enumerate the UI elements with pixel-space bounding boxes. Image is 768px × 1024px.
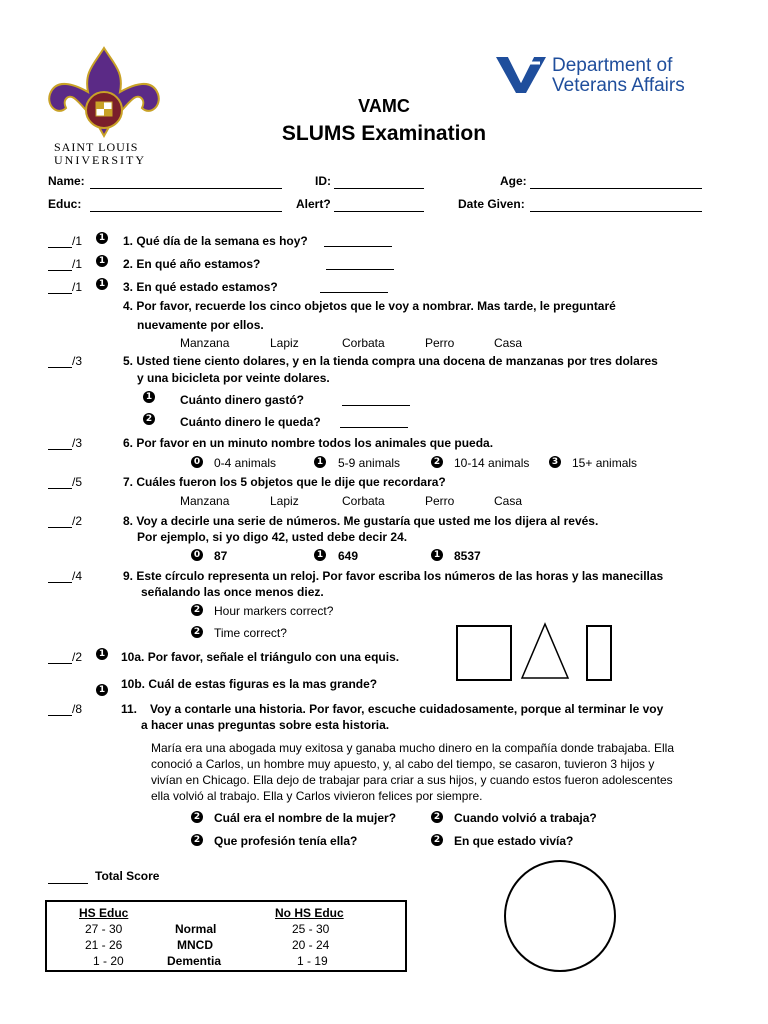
point-2-icon: 2 (143, 413, 155, 425)
point-2-icon: 2 (431, 811, 443, 823)
point-2-icon: 2 (191, 604, 203, 616)
score-q5[interactable]: /3 (48, 354, 82, 368)
table-row-label: MNCD (177, 938, 213, 952)
score-q3[interactable]: /1 (48, 280, 82, 294)
point-1-icon: 1 (431, 549, 443, 561)
triangle-shape[interactable] (520, 622, 570, 680)
alert-field[interactable] (334, 197, 424, 212)
answer-q5b[interactable] (340, 415, 408, 428)
table-cell: 27 - 30 (85, 922, 123, 936)
name-label: Name: (48, 174, 85, 188)
educ-field[interactable] (90, 197, 282, 212)
score-q1[interactable]: /1 (48, 234, 82, 248)
point-1-icon: 1 (96, 684, 108, 696)
page-title: VAMC (358, 96, 410, 116)
story-line: conoció a Carlos, un hombre muy apuesto, y, al cabo del tiempo, se casaron, tuvieron 3 hijos y (151, 757, 655, 771)
q5-a: Cuánto dinero gastó? (180, 393, 304, 407)
story-line: ella volvió al trabajo. Ella y Carlos vivieron felices por siempre. (151, 789, 483, 803)
q7-object: Lapiz (270, 494, 299, 508)
point-1-icon: 1 (143, 391, 155, 403)
question-10a: 10a. Por favor, señale el triángulo con una equis. (121, 650, 400, 664)
q4-object: Corbata (342, 336, 385, 350)
q7-object: Perro (425, 494, 455, 508)
point-1-icon: 1 (314, 456, 326, 468)
q7-object: Corbata (342, 494, 385, 508)
table-cell: 1 - 20 (93, 954, 124, 968)
q4-object: Perro (425, 336, 455, 350)
score-q7[interactable]: /5 (48, 475, 82, 489)
q9-a: Hour markers correct? (214, 604, 334, 618)
name-field[interactable] (90, 174, 282, 189)
q8-option: 649 (338, 549, 359, 563)
date-label: Date Given: (458, 197, 525, 211)
point-1-icon: 1 (96, 232, 108, 244)
point-1-icon: 1 (96, 648, 108, 660)
point-3-icon: 3 (549, 456, 561, 468)
total-score-label: Total Score (95, 869, 160, 883)
q9-b: Time correct? (214, 626, 287, 640)
answer-q1[interactable] (324, 234, 392, 247)
slu-name-top: SAINT LOUIS (54, 140, 139, 154)
q4-object: Manzana (180, 336, 230, 350)
q11-d: En que estado vivía? (454, 834, 574, 848)
q11-a: Cuál era el nombre de la mujer? (214, 811, 397, 825)
score-q2[interactable]: /1 (48, 257, 82, 271)
slu-name-bottom: UNIVERSITY (54, 153, 146, 167)
question-1: 1. Qué día de la semana es hoy? (123, 234, 308, 248)
point-0-icon: 0 (191, 456, 203, 468)
story-line: vivían en Chicago. Ella dejo de trabajar para criar a sus hijos, y cuando estos fueron adolescentes (151, 773, 673, 787)
q6-option: 5-9 animals (338, 456, 401, 470)
point-1-icon: 1 (314, 549, 326, 561)
table-header-nohs: No HS Educ (275, 906, 344, 920)
question-11-line2: a hacer unas preguntas sobre esta historia. (141, 718, 390, 732)
q7-object: Manzana (180, 494, 230, 508)
question-11-number: 11. (121, 702, 138, 716)
va-line2: Veterans Affairs (552, 75, 685, 96)
id-field[interactable] (334, 174, 424, 189)
q6-option: 0-4 animals (214, 456, 277, 470)
table-cell: 25 - 30 (292, 922, 330, 936)
story-line: María era una abogada muy exitosa y ganaba mucho dinero en la compañía donde trabajaba. Ella (151, 741, 675, 755)
educ-label: Educ: (48, 197, 82, 211)
question-11-line1: Voy a contarle una historia. Por favor, escuche cuidadosamente, porque al terminar le voy (150, 702, 664, 716)
date-field[interactable] (530, 197, 702, 212)
question-10b: 10b. Cuál de estas figuras es la mas grande? (121, 677, 378, 691)
q4-object: Lapiz (270, 336, 299, 350)
table-cell: 1 - 19 (297, 954, 328, 968)
question-7: 7. Cuáles fueron los 5 objetos que le dije que recordara? (123, 475, 446, 489)
total-score-field[interactable] (48, 870, 88, 884)
score-q10[interactable]: /2 (48, 650, 82, 664)
score-q9[interactable]: /4 (48, 569, 82, 583)
age-label: Age: (500, 174, 527, 188)
question-4-line2: nuevamente por ellos. (137, 318, 264, 332)
point-0-icon: 0 (191, 549, 203, 561)
score-q8[interactable]: /2 (48, 514, 82, 528)
table-cell: 20 - 24 (292, 938, 330, 952)
question-8-line2: Por ejemplo, si yo digo 42, usted debe decir 24. (137, 530, 408, 544)
va-emblem-icon (494, 55, 548, 95)
id-label: ID: (315, 174, 331, 188)
point-2-icon: 2 (191, 834, 203, 846)
q8-option: 8537 (454, 549, 481, 563)
va-line1: Department of (552, 55, 673, 76)
question-4-line1: 4. Por favor, recuerde los cinco objetos que le voy a nombrar. Mas tarde, le preguntaré (123, 299, 616, 313)
q5-b: Cuánto dinero le queda? (180, 415, 321, 429)
table-row-label: Dementia (167, 954, 222, 968)
rectangle-shape[interactable] (586, 625, 612, 681)
va-logo (494, 55, 714, 99)
page-subtitle: SLUMS Examination (281, 122, 487, 145)
q6-option: 15+ animals (572, 456, 638, 470)
question-9-line2: señalando las once menos diez. (141, 585, 324, 599)
question-9-line1: 9. Este círculo representa un reloj. Por favor escriba los números de las horas y las manecillas (123, 569, 664, 583)
score-table (45, 900, 407, 972)
q4-object: Casa (494, 336, 523, 350)
score-q6[interactable]: /3 (48, 436, 82, 450)
q7-object: Casa (494, 494, 523, 508)
q11-b: Cuando volvió a trabaja? (454, 811, 597, 825)
point-1-icon: 1 (96, 278, 108, 290)
table-row-label: Normal (175, 922, 217, 936)
point-1-icon: 1 (96, 255, 108, 267)
question-8-line1: 8. Voy a decirle una serie de números. Me gustaría que usted me los dijera al revés. (123, 514, 599, 528)
point-2-icon: 2 (191, 811, 203, 823)
point-2-icon: 2 (191, 626, 203, 638)
clock-circle[interactable] (504, 860, 616, 972)
question-3: 3. En qué estado estamos? (123, 280, 278, 294)
q6-option: 10-14 animals (454, 456, 530, 470)
table-header-hs: HS Educ (79, 906, 129, 920)
score-q11[interactable]: /8 (48, 702, 82, 716)
square-shape[interactable] (456, 625, 512, 681)
age-field[interactable] (530, 174, 702, 189)
point-2-icon: 2 (431, 456, 443, 468)
question-5-line2: y una bicicleta por veinte dolares. (137, 371, 330, 385)
q11-c: Que profesión tenía ella? (214, 834, 358, 848)
answer-q2[interactable] (326, 257, 394, 270)
point-2-icon: 2 (431, 834, 443, 846)
question-2: 2. En qué año estamos? (123, 257, 261, 271)
answer-q5a[interactable] (342, 393, 410, 406)
answer-q3[interactable] (320, 280, 388, 293)
q8-option: 87 (214, 549, 228, 563)
table-cell: 21 - 26 (85, 938, 123, 952)
question-6: 6. Por favor en un minuto nombre todos los animales que pueda. (123, 436, 494, 450)
question-5-line1: 5. Usted tiene ciento dolares, y en la tienda compra una docena de manzanas por tres dolares (123, 354, 658, 368)
alert-label: Alert? (296, 197, 331, 211)
